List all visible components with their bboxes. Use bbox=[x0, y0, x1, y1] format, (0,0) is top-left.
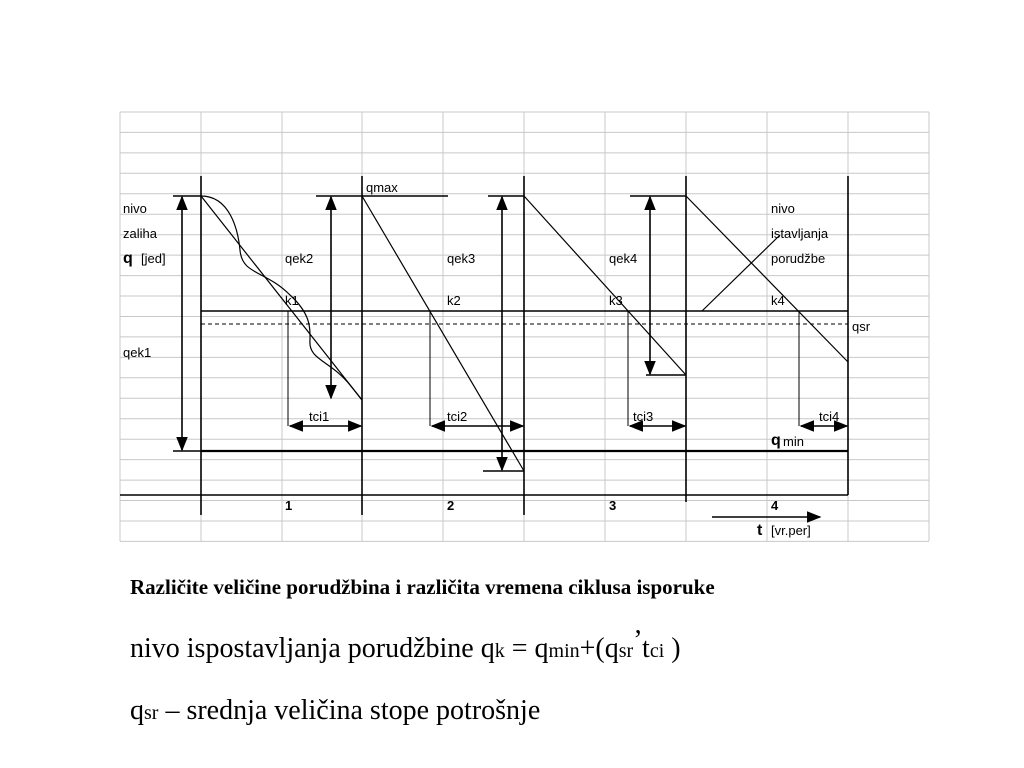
qmin-sub-label: min bbox=[783, 434, 804, 449]
period-4-label: 4 bbox=[771, 498, 779, 513]
formula-prefix: nivo ispostavljanja porudžbine q bbox=[130, 633, 495, 664]
q-axis-label: q bbox=[123, 250, 133, 267]
qek2-label: qek2 bbox=[285, 251, 314, 266]
istavljanja-label: istavljanja bbox=[771, 226, 829, 241]
k1-label: k1 bbox=[285, 293, 299, 308]
formula-k-sub: k bbox=[494, 640, 505, 662]
formula-min-sub: min bbox=[548, 640, 580, 662]
qek1-label: qek1 bbox=[123, 345, 152, 360]
formula-t: t bbox=[642, 633, 650, 664]
formula-sr-sub: sr bbox=[618, 640, 634, 662]
period-1-label: 1 bbox=[285, 498, 293, 513]
zaliha-label: zaliha bbox=[123, 226, 157, 241]
k4-label: k4 bbox=[771, 293, 785, 308]
formula-plus: +(q bbox=[579, 633, 619, 664]
tci3-label: tci3 bbox=[633, 409, 654, 424]
period-3-label: 3 bbox=[609, 498, 617, 513]
k3-label: k3 bbox=[609, 293, 623, 308]
tci2-label: tci2 bbox=[447, 409, 468, 424]
tci1-label: tci1 bbox=[309, 409, 330, 424]
qek4-label: qek4 bbox=[609, 251, 638, 266]
reorder-level-formula bbox=[130, 625, 681, 665]
reorder-drop-lines bbox=[288, 311, 799, 426]
qsr-label: qsr bbox=[852, 319, 871, 334]
tci4-label: tci4 bbox=[819, 409, 840, 424]
def-rest: – srednja veličina stope potrošnje bbox=[158, 695, 541, 726]
formula-ci-sub: ci bbox=[649, 640, 665, 662]
period-2-label: 2 bbox=[447, 498, 455, 513]
qmin-q-label: q bbox=[771, 432, 781, 449]
qsr-definition bbox=[130, 695, 540, 727]
formula-eq: = q bbox=[504, 633, 549, 664]
nivo-label-right: nivo bbox=[771, 201, 795, 216]
t-axis-label: t bbox=[757, 522, 763, 539]
formula-apos: ’ bbox=[633, 625, 643, 656]
def-sr-sub: sr bbox=[144, 702, 159, 724]
axes bbox=[120, 176, 848, 515]
jed-unit-label: [jed] bbox=[141, 251, 166, 266]
def-q: q bbox=[130, 695, 144, 726]
k2-label: k2 bbox=[447, 293, 461, 308]
diagram-caption: Različite veličine porudžbina i različita vremena ciklusa isporuke bbox=[130, 575, 715, 599]
porudzbe-label: porudžbe bbox=[771, 251, 826, 266]
nivo-label-left: nivo bbox=[123, 201, 147, 216]
qek3-label: qek3 bbox=[447, 251, 476, 266]
vrper-unit-label: [vr.per] bbox=[771, 523, 811, 538]
qmax-label: qmax bbox=[366, 180, 398, 195]
formula-close: ) bbox=[664, 633, 681, 664]
